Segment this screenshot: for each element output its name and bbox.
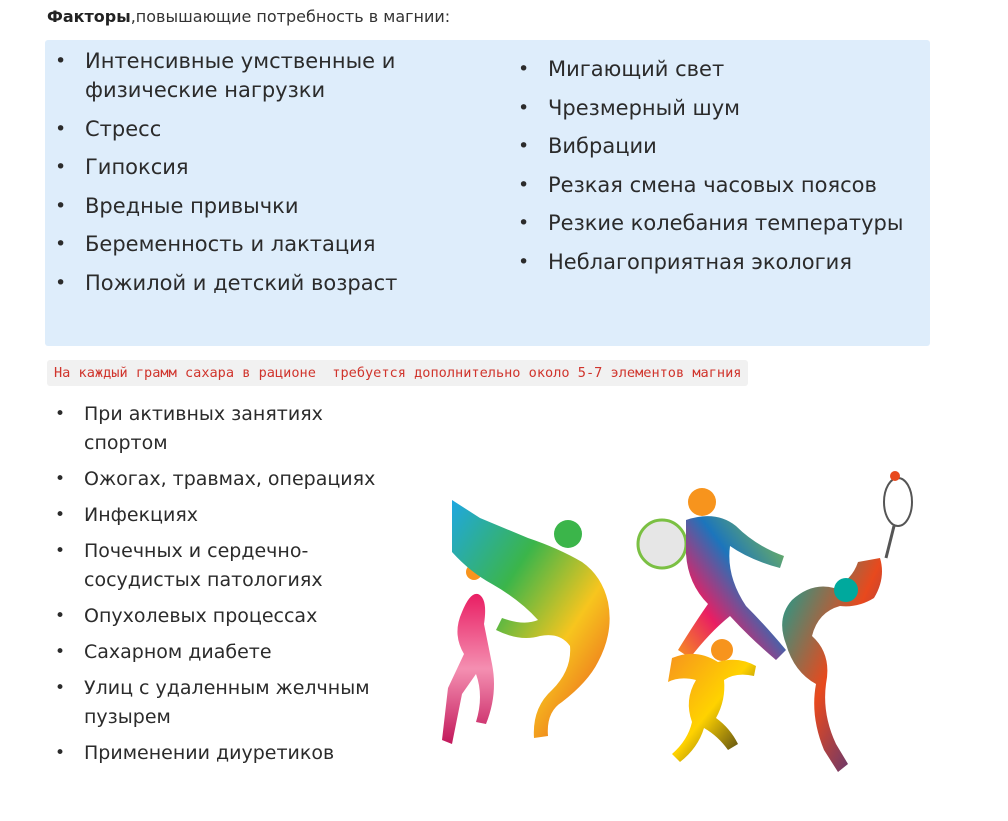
condition-item: • Опухолевых процессах	[55, 602, 395, 631]
tennis-player-icon	[782, 471, 912, 772]
factor-item: • Беременность и лактация	[55, 230, 455, 259]
factors-heading	[47, 6, 450, 28]
condition-item: • Сахарном диабете	[55, 638, 395, 667]
factor-item: • Интенсивные умственные и физические нагрузки	[55, 47, 455, 105]
factor-item: • Пожилой и детский возраст	[55, 269, 455, 298]
factor-item: • Резкие колебания температуры	[518, 209, 928, 238]
factor-item: • Мигающий свет	[518, 55, 928, 84]
sports-illustration	[440, 462, 930, 772]
condition-item: • Улиц с удаленным желчным пузырем	[55, 674, 395, 732]
factor-item: • Неблагоприятная экология	[518, 248, 928, 277]
condition-item: • Ожогах, травмах, операциях	[55, 465, 395, 494]
sprinter-figure-icon	[668, 639, 756, 762]
factor-item: • Вибрации	[518, 132, 928, 161]
condition-item: • Применении диуретиков	[55, 739, 395, 768]
factors-list-left	[55, 47, 455, 307]
factor-item: • Гипоксия	[55, 153, 455, 182]
factor-item: • Стресс	[55, 115, 455, 144]
factor-item: • Вредные привычки	[55, 192, 455, 221]
factor-item: • Резкая смена часовых поясов	[518, 171, 928, 200]
condition-item: • Почечных и сердечно-сосудистых патологиях	[55, 537, 395, 595]
sugar-note: На каждый грамм сахара в рационе требуется дополнительно около 5-7 элементов магния	[47, 360, 748, 386]
runner-figure-icon	[442, 564, 494, 744]
factors-heading-bold: Факторы	[47, 7, 131, 26]
condition-item: • При активных занятиях спортом	[55, 400, 395, 458]
factors-list-right	[518, 55, 928, 286]
condition-item: • Инфекциях	[55, 501, 395, 530]
factor-item: • Чрезмерный шум	[518, 94, 928, 123]
conditions-list	[55, 400, 395, 775]
basketball-player-icon	[638, 488, 786, 660]
factors-heading-rest: ,повышающие потребность в магнии:	[130, 7, 451, 26]
